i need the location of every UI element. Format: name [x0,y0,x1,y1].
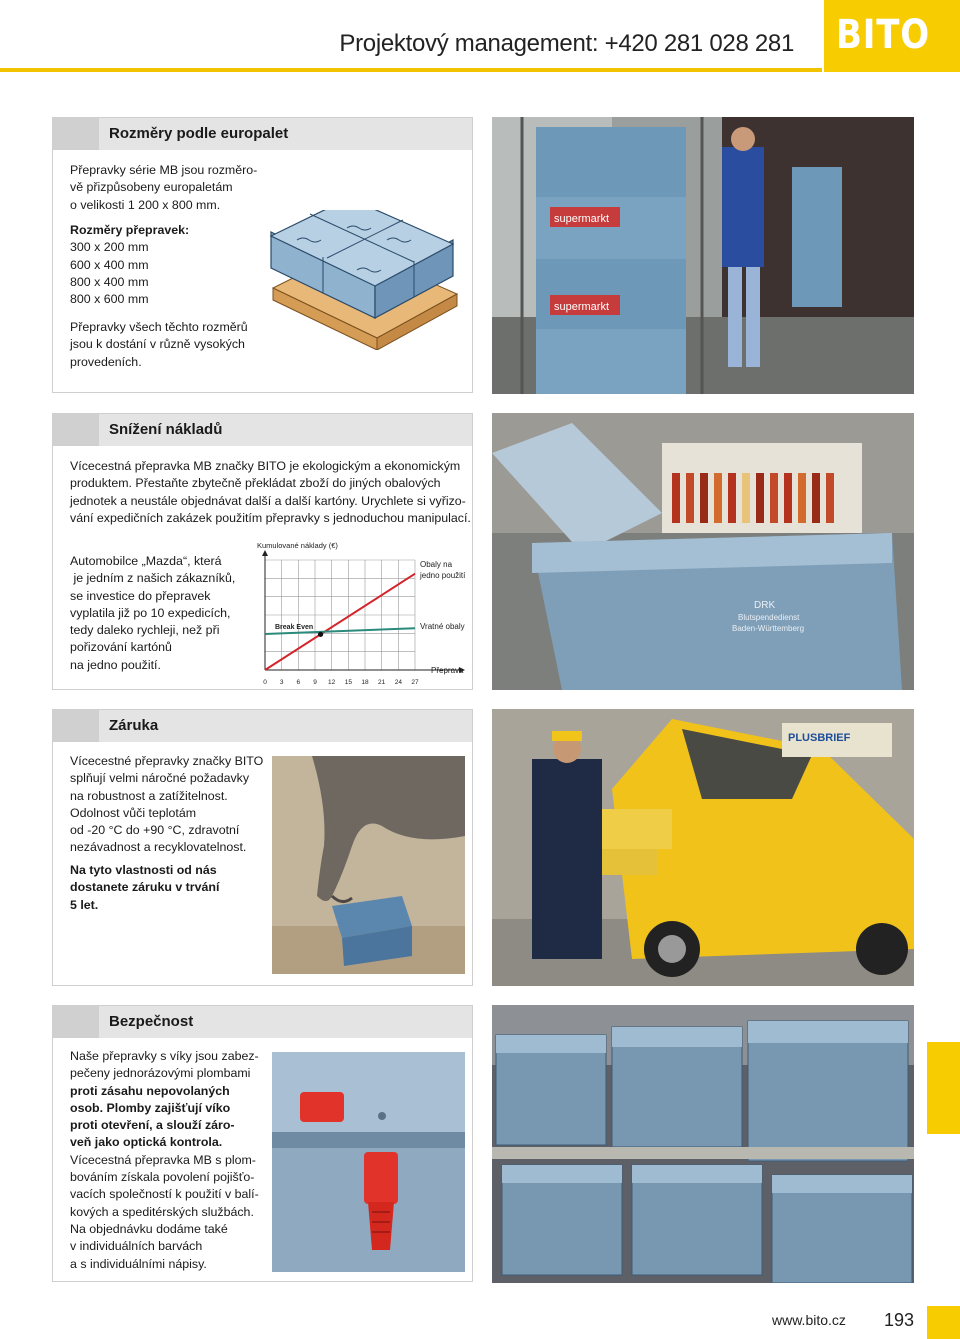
section-title: Záruka [109,717,159,734]
section-header [53,1006,472,1038]
mazda-text: Automobilce „Mazda“, která je jedním z našich zákazníků, se investice do přepravek vyplatila již po 10 expedicích, tedy daleko rychleji, než při pořizování kartónů na jedno použití. [70,554,236,672]
europalet-intro: Přepravky série MB jsou rozměro- vě přizpůsobeny europaletám o velikosti 1 200 x 800 mm. [70,163,258,212]
label-single-use-a: Obaly na [420,560,453,569]
x-tick-label: 3 [279,679,284,686]
chart-x-ticks [263,679,419,686]
zaruka-text: Vícecestné přepravky značky BITO splňují velmi náročné požadavky na robustnost a zatížitelnost. Odolnost vůči teplotám od -20 °C do +90 °C, zdravotní nezávadnost a recyklovatelnost. [70,754,264,855]
pallet-illustration [267,210,463,350]
footer-url[interactable]: www.bito.cz [772,1312,846,1328]
section-title: Snížení nákladů [109,421,223,438]
photo-elephant-crate [272,756,465,974]
x-tick-label: 12 [328,679,336,686]
photo-postal-car [492,709,914,986]
section-header-block [53,118,99,150]
page-number: 193 [884,1310,915,1330]
label-single-use-b: jedno použití [420,571,466,580]
section-header [53,118,472,150]
x-tick-label: 27 [411,679,419,686]
header-rule [0,68,822,72]
europalet-outro: Přepravky všech těchto rozměrů jsou k dostání v různě vysokých provedeních. [70,320,248,369]
footer-color-tab [927,1306,960,1339]
x-tick-label: 15 [344,679,352,686]
section-naklady [52,413,473,690]
bezpecnost-text [70,1048,259,1273]
x-tick-label: 9 [313,679,317,686]
bezpecnost-line: Na objednávku dodáme také [70,1221,228,1236]
photo-lid-seal [272,1052,465,1272]
photo-supermarket-trolley [492,117,914,394]
label-returnable: Vratné obaly [420,622,465,631]
bezpecnost-line: a s individuálními nápisy. [70,1256,207,1271]
bezpecnost-line: bováním získala povolení pojišťo- [70,1170,255,1185]
section-zaruka [52,709,473,986]
bezpecnost-line: veň jako optická kontrola. [70,1135,223,1150]
bezpecnost-line: osob. Plomby zajišťují víko [70,1100,231,1115]
side-color-tab [927,1042,960,1134]
x-tick-label: 18 [361,679,369,686]
bezpecnost-line: pečeny jednorázovými plombami [70,1066,251,1081]
x-tick-label: 0 [263,679,267,686]
break-even-point [318,632,323,637]
bezpecnost-line: Naše přepravky s víky jsou zabez- [70,1049,259,1063]
section-header-block [53,414,99,446]
drk-label-a: DRK [754,600,776,611]
bezpecnost-line: proti zásahu nepovolaných [70,1083,230,1098]
section-bezpecnost [52,1005,473,1282]
x-tick-label: 21 [378,679,386,686]
zaruka-guarantee: Na tyto vlastnosti od nás dostanete záruku v trvání 5 let. [70,863,220,912]
bezpecnost-line: v individuálních barvách [70,1239,203,1254]
section-header-block [53,1006,99,1038]
section-title: Rozměry podle europalet [109,125,289,142]
photo-warehouse-crates [492,1005,914,1283]
series-line-single-use [265,574,415,670]
section-header [53,710,472,742]
label-axis-preprava: Přeprava [431,666,464,675]
drk-label-c: Baden-Württemberg [732,624,805,633]
x-tick-label: 6 [296,679,301,686]
naklady-text: Vícecestná přepravka MB značky BITO je ekologickým a ekonomickým produktem. Přestaňte zbytečně překládat zboží do jiných obalových jednotek a neustále objednávat další a další kartóny. Urychlete si vyřizo- vání expedičních zakázek použitím přepravky s jednoduchou manipulací. [70,459,471,525]
section-europalet [52,117,473,393]
section-title: Bezpečnost [109,1013,194,1030]
bezpecnost-line: kových a speditérských službách. [70,1204,254,1219]
chart-series [265,574,415,670]
break-even-label: Break Even [275,624,314,631]
page-header [0,0,960,72]
bito-logo: BITO [836,12,931,58]
section-header [53,414,472,446]
y-axis-arrow [262,550,268,556]
bezpecnost-line: Vícecestná přepravka MB s plom- [70,1152,256,1167]
bezpecnost-line: proti otevření, a slouží záro- [70,1118,235,1133]
supermarkt-label-2: supermarkt [554,301,610,313]
supermarkt-label: supermarkt [554,213,610,225]
bezpecnost-line: vacích společností k použití v balí- [70,1187,259,1202]
chart-title: Kumulované náklady (€) [257,541,338,550]
photo-crate-test-tubes [492,413,914,690]
drk-label-b: Blutspendedienst [738,613,800,622]
plusbrief-label: PLUSBRIEF [788,732,851,744]
europalet-dims: Rozměry přepravek: 300 x 200 mm 600 x 400 mm 800 x 400 mm 800 x 600 mm [70,223,190,307]
x-tick-label: 24 [394,679,402,686]
header-title: Projektový management: +420 281 028 281 [339,30,794,57]
section-header-block [53,710,99,742]
